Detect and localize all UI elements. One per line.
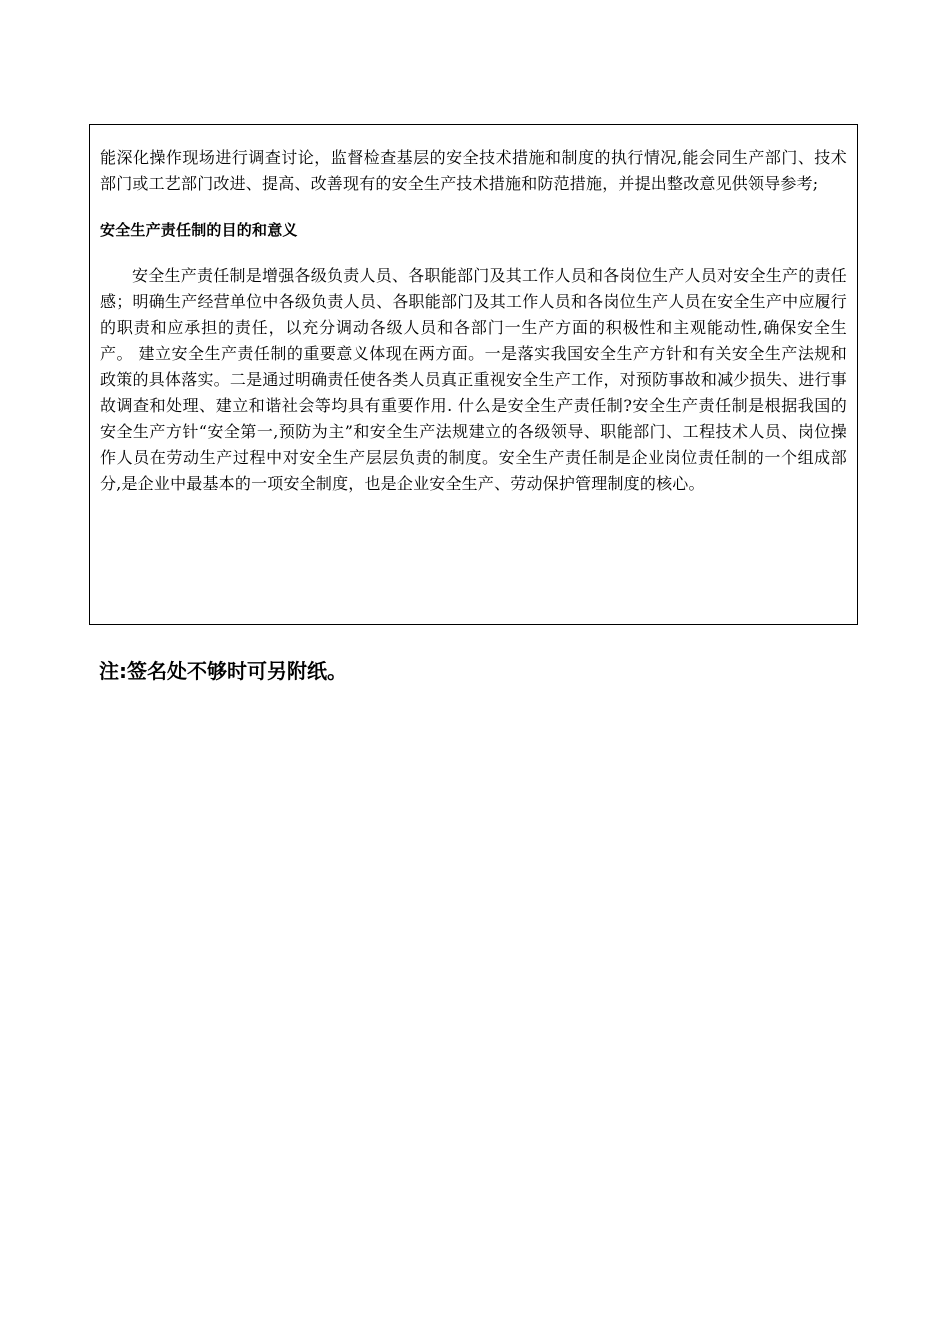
signature-note: 注:签名处不够时可另附纸。 bbox=[99, 659, 347, 683]
content-box bbox=[89, 124, 858, 625]
section-heading: 安全生产责任制的目的和意义 bbox=[100, 221, 298, 239]
intro-paragraph: 能深化操作现场进行调查讨论，监督检查基层的安全技术措施和制度的执行情况,能会同生产部门、技术部门或工艺部门改进、提高、改善现有的安全生产技术措施和防范措施，并提出整改意见供领导参考; bbox=[100, 148, 847, 193]
body-paragraph: 安全生产责任制是增强各级负责人员、各职能部门及其工作人员和各岗位生产人员对安全生产的责任感；明确生产经营单位中各级负责人员、各职能部门及其工作人员和各岗位生产人员在安全生产中应履行的职责和应承担的责任，以充分调动各级人员和各部门一生产方面的积极性和主观能动性,确保安全生产。 建立安全生产责任制的重要意义体现在两方面。一是落实我国安全生产方针和有关安全生产法规和政策的具体落实。二是通过明确责任使各类人员真正重视安全生产工作，对预防事故和减少损失、进行事故调查和处理、建立和谐社会等均具有重要作用. 什么是安全生产责任制?安全生产责任制是根据我国的安全生产方针“安全第一,预防为主”和安全生产法规建立的各级领导、职能部门、工程技术人员、岗位操作人员在劳动生产过程中对安全生产层层负责的制度。安全生产责任制是企业岗位责任制的一个组成部分,是企业中最基本的一项安全制度，也是企业安全生产、劳动保护管理制度的核心。 bbox=[100, 266, 847, 493]
